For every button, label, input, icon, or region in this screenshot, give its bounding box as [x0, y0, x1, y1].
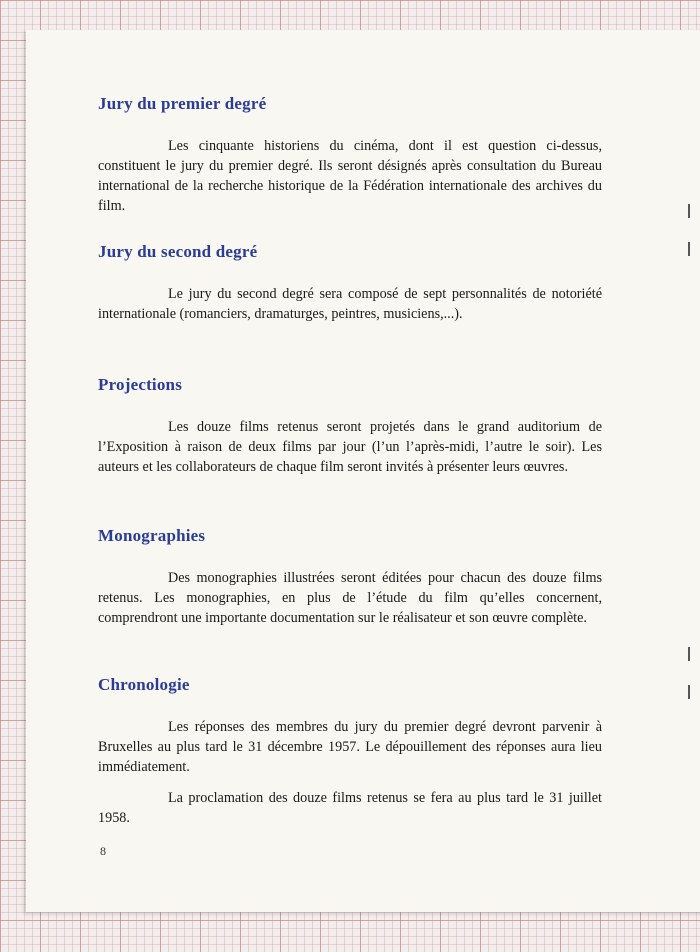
section-paragraph: Des monographies illustrées seront éditées pour chacun des douze films retenus. Les monographies, en plus de l’étude du film qu’elles concernent, comprendront une importante documentation sur le réalisateur et son œuvre complète.: [98, 570, 602, 626]
staple-mark: [688, 685, 690, 699]
section-jury-second-degre: [98, 242, 602, 324]
section-projections: [98, 375, 602, 477]
section-paragraph: Le jury du second degré sera composé de sept personnalités de notoriété internationale (romanciers, dramaturges, peintres, musiciens,...).: [98, 286, 602, 322]
page-number: 8: [100, 844, 106, 858]
document-page: [26, 30, 700, 912]
section-paragraph: Les réponses des membres du jury du premier degré devront parvenir à Bruxelles au plus tard le 31 décembre 1957. Le dépouillement des réponses aura lieu immédiatement.: [98, 719, 602, 775]
section-paragraph: La proclamation des douze films retenus se fera au plus tard le 31 juillet 1958.: [98, 790, 602, 826]
staple-mark: [688, 242, 690, 256]
staple-mark: [688, 204, 690, 218]
section-heading: Jury du second degré: [98, 242, 258, 261]
staple-mark: [688, 647, 690, 661]
section-chronologie: [98, 675, 602, 828]
section-heading: Jury du premier degré: [98, 94, 267, 113]
section-paragraph: Les cinquante historiens du cinéma, dont il est question ci-dessus, constituent le jury du premier degré. Ils seront désignés après consultation du Bureau international de la recherche historique de la Fédération internationale des archives du film.: [98, 138, 602, 214]
section-paragraph: Les douze films retenus seront projetés dans le grand auditorium de l’Exposition à raison de deux films par jour (l’un l’après-midi, l’autre le soir). Les auteurs et les collaborateurs de chaque film seront invités à présenter leurs œuvres.: [98, 419, 602, 475]
section-heading: Monographies: [98, 526, 206, 545]
section-jury-premier-degre: [98, 94, 602, 216]
section-monographies: [98, 526, 602, 628]
section-heading: Chronologie: [98, 675, 190, 694]
section-heading: Projections: [98, 375, 183, 394]
